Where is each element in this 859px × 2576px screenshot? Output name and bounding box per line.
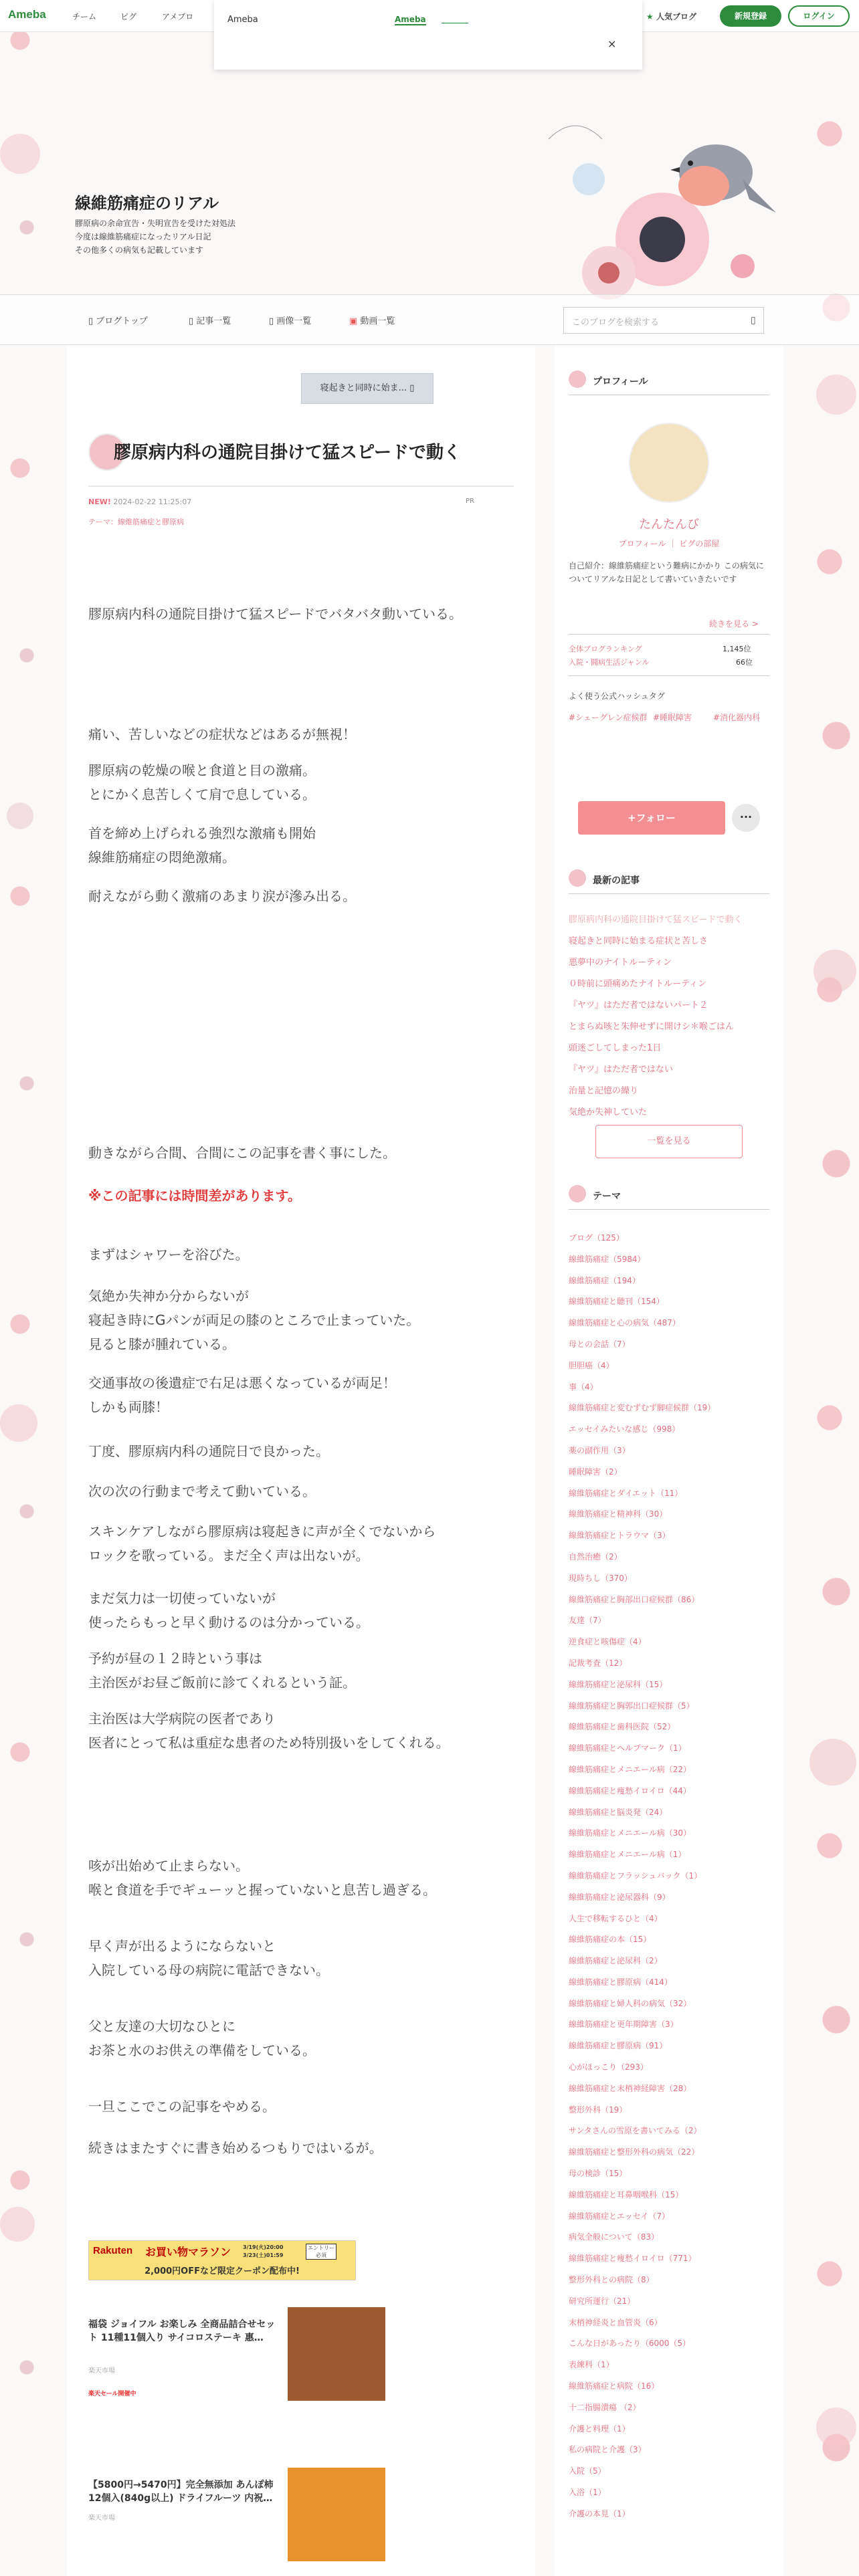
theme-item[interactable]: 線維筋痛症と整形外科の病気（22） xyxy=(569,2147,700,2157)
product-image[interactable] xyxy=(288,2468,385,2561)
blog-description xyxy=(75,217,276,257)
new-badge: NEW! xyxy=(88,498,111,506)
recent-article[interactable]: 悪夢中のナイトルーティン xyxy=(569,958,672,968)
theme-item[interactable]: 母との会話（7） xyxy=(569,1339,630,1349)
profile-link[interactable]: プロフィール xyxy=(618,539,666,548)
theme-item[interactable]: 線維筋痛症と痩愁イロイロ（771） xyxy=(569,2254,696,2264)
theme-item[interactable]: 介護と料理（1） xyxy=(569,2424,630,2434)
theme-item[interactable]: 線維筋痛症と精神科（30） xyxy=(569,1509,668,1519)
theme-item[interactable]: 線維筋痛症とトラウマ（3） xyxy=(569,1531,670,1541)
paragraph: 次の次の行動まで考えて動いている。 xyxy=(88,1483,316,1499)
ad-date-start: 3/19(火)20:00 xyxy=(243,2244,284,2250)
divider xyxy=(569,1209,769,1210)
divider xyxy=(569,893,769,894)
theme-item[interactable]: 現時ちし（370） xyxy=(569,1573,632,1583)
theme-item[interactable]: 自然治癒（2） xyxy=(569,1551,622,1562)
theme-item[interactable]: 入浴（1） xyxy=(569,2488,606,2498)
theme-item[interactable]: 線維筋痛症と脳炎発（24） xyxy=(569,1807,668,1817)
paragraph: 気絶か失神か分からないが 寝起き時にGパンが両足の膝のところで止まっていた。 見ると膝が腫れている。 xyxy=(88,1288,420,1352)
theme-item[interactable]: 線維筋痛症と病院（16） xyxy=(569,2381,660,2391)
paragraph: スキンケアしながら膠原病は寝起きに声が全くでないから ロックを歌っている。まだ全く声は出ないが。 xyxy=(88,1523,436,1564)
theme-item[interactable]: 胆胆癌（4） xyxy=(569,1360,614,1370)
theme-item[interactable]: 線維筋痛症とダイエット（11） xyxy=(569,1488,683,1498)
popup-link[interactable]: Ameba xyxy=(395,15,426,24)
more-options-icon[interactable]: ··· xyxy=(732,804,760,832)
theme-item[interactable]: 線維筋痛症とヘルプマーク（1） xyxy=(569,1743,686,1753)
ad-subtitle: 2,000円OFFなど限定クーポン配布中! xyxy=(145,2266,300,2276)
theme-item[interactable]: 線維筋痛症（194） xyxy=(569,1275,640,1285)
flower-icon xyxy=(569,1185,586,1202)
theme-item[interactable]: 線維筋痛症と膠原病（414） xyxy=(569,1977,672,1987)
theme-item[interactable]: 事（4） xyxy=(569,1382,598,1392)
theme-item[interactable]: サンタさんの雪原を書いてみる（2） xyxy=(569,2126,702,2136)
signup-button[interactable]: 新規登録 xyxy=(720,5,781,27)
theme-item[interactable]: 線維筋痛症と胸部出口症候群（86） xyxy=(569,1594,700,1604)
paragraph: 一旦ここでこの記事をやめる。 xyxy=(88,2099,276,2115)
nav-video-list[interactable]: ▣ 動画一覧 xyxy=(349,316,395,326)
global-nav xyxy=(0,294,859,345)
search-input[interactable]: このブログを検索する xyxy=(563,307,764,334)
profile-heading: プロフィール xyxy=(593,377,648,387)
theme-item[interactable]: 心がほっこり（293） xyxy=(569,2062,648,2072)
paragraph: 膠原病内科の通院目掛けて猛スピードでバタバタ動いている。 xyxy=(88,606,462,622)
profile-intro: 自己紹介：線維筋痛症という難病にかかり この病気についてリアルな日記として書いていきたいです xyxy=(569,561,764,584)
paragraph: まだ気力は一切使っていないが 使ったらもっと早く動けるのは分かっている。 xyxy=(88,1590,369,1630)
theme-item[interactable]: 線維筋痛症とメニエール病（22） xyxy=(569,1764,692,1774)
pr-label: PR xyxy=(466,498,474,505)
title-divider xyxy=(88,486,514,487)
theme-item[interactable]: 線維筋痛症とエッセイ（7） xyxy=(569,2211,670,2221)
nav-article-list[interactable]: ▯ 記事一覧 xyxy=(189,316,231,326)
profile-more-link[interactable]: 続きを見る > xyxy=(709,619,759,629)
theme-item[interactable]: 研究所運行（21） xyxy=(569,2296,636,2306)
profile-links: プロフィール ｜ ピグの部屋 xyxy=(618,539,720,548)
theme-item[interactable]: 線維筋痛症と耳鼻咽喉科（15） xyxy=(569,2189,684,2199)
theme-item[interactable]: 線維筋痛症と婦人科の病気（32） xyxy=(569,1998,692,2008)
ranking-value: 66位 xyxy=(736,658,753,667)
pigg-room-link[interactable]: ピグの部屋 xyxy=(679,539,720,548)
ranking-value: 1,145位 xyxy=(723,645,751,653)
list-icon: ▯ xyxy=(189,316,197,326)
ranking-label[interactable]: 全体ブログランキング xyxy=(569,645,642,653)
theme-item[interactable]: 表練科（1） xyxy=(569,2360,614,2370)
ameba-popup-menu xyxy=(214,0,642,70)
theme-item[interactable]: 睡眠障害（2） xyxy=(569,1467,622,1477)
ameba-logo[interactable]: Ameba xyxy=(8,8,46,21)
recent-article[interactable]: ０時前に頭痛めたナイトルーティン xyxy=(569,979,707,989)
theme-item[interactable]: 薬の副作用（3） xyxy=(569,1445,630,1455)
sidebar xyxy=(555,345,783,2576)
sale-badge: 楽天セール開催中 xyxy=(88,2391,136,2397)
hashtag[interactable]: #消化器内科 xyxy=(713,713,761,722)
theme-item[interactable]: 線維筋痛症と歯科医院（52） xyxy=(569,1722,676,1732)
avatar[interactable] xyxy=(629,423,709,503)
article-meta xyxy=(88,498,191,506)
recent-article[interactable]: 膠原病内科の通院目掛けて猛スピードで動く xyxy=(569,915,743,925)
desc-line: その他多くの病気も記載しています xyxy=(75,245,204,255)
desc-line: 今度は線維筋痛症になったリアル日記 xyxy=(75,232,211,241)
product-image[interactable] xyxy=(288,2307,385,2401)
paragraph: 続きはまたすぐに書き始めるつもりではいるが。 xyxy=(88,2140,383,2156)
theme-item[interactable]: 記裁考査（12） xyxy=(569,1658,628,1668)
theme-item[interactable]: 線維筋痛症と泌尿科（15） xyxy=(569,1679,668,1689)
divider xyxy=(569,675,769,676)
paragraph: 主治医は大学病院の医者であり 医者にとって私は重症な患者のため特別扱いをしてくれる。 xyxy=(88,1711,450,1751)
theme-item[interactable]: 友達（7） xyxy=(569,1616,606,1626)
ad-date-end: 3/23(土)01:59 xyxy=(243,2252,284,2258)
nav-blog-top[interactable]: ▯ ブログトップ xyxy=(88,316,148,326)
doc-icon: ▯ xyxy=(88,316,96,326)
recent-article[interactable]: 治量と記憶の繰り xyxy=(569,1086,639,1096)
nav-image-list[interactable]: ▯ 画像一覧 xyxy=(269,316,312,326)
theme-item[interactable]: 線維筋痛症と痩愁イロイロ（44） xyxy=(569,1786,691,1796)
theme-item[interactable]: 逆食症と咳傷症（4） xyxy=(569,1637,646,1647)
theme-item[interactable]: 線維筋痛症と泌尿器科（9） xyxy=(569,1892,670,1902)
paragraph: 耐えながら動く激痛のあまり涙が滲み出る。 xyxy=(88,888,356,904)
bird-flower-illustration xyxy=(549,99,789,300)
theme-item[interactable]: 人生で移転するひと（4） xyxy=(569,1913,662,1923)
theme-item[interactable]: こんな日があったり（6000（5） xyxy=(569,2339,691,2349)
star-icon: ★ xyxy=(646,12,654,21)
time-lag-notice: ※この記事には時間差があります。 xyxy=(88,1188,301,1204)
theme-item[interactable]: 整形外科との病院（8） xyxy=(569,2275,654,2285)
recent-article[interactable]: 頭迷ごしてしまった1日 xyxy=(569,1043,662,1053)
flower-icon xyxy=(569,869,586,887)
theme-item[interactable]: 末梢神経炎と血管炎（6） xyxy=(569,2317,662,2327)
paragraph: 父と友達の大切なひとに お茶と水のお供えの準備をしている。 xyxy=(88,2018,316,2058)
theme-item[interactable]: 線維筋痛症と聴刊（154） xyxy=(569,1297,664,1307)
product-title[interactable]: 【5800円→5470円】完全無添加 あんぽ柿 12個入(840g以上) ドライフルーツ 内祝… xyxy=(88,2480,274,2504)
product-source: 楽天市場 xyxy=(88,2367,115,2375)
rakuten-ad-banner[interactable] xyxy=(88,2240,356,2280)
hashtag[interactable]: #睡眠障害 xyxy=(653,713,692,722)
paragraph: 交通事故の後遺症で右足は悪くなっているが両足！ しかも両膝！ xyxy=(88,1375,396,1415)
video-icon: ▣ xyxy=(349,316,361,326)
recent-article[interactable]: 寝起きと同時に始まる症状と苦しさ xyxy=(569,936,708,946)
theme-heading: テーマ xyxy=(593,1191,621,1202)
theme-item[interactable]: エッセイみたいな感じ（998） xyxy=(569,1424,680,1434)
blog-header xyxy=(0,32,859,294)
theme-item[interactable]: 線維筋痛症と泌尿科（2） xyxy=(569,1956,662,1966)
theme-item[interactable]: 線維筋痛症とフラッシュバック（1） xyxy=(569,1870,702,1881)
ad-title: お買い物マラソン xyxy=(145,2246,231,2258)
theme-item[interactable]: 線維筋痛症と膠原病（91） xyxy=(569,2041,668,2051)
recent-article[interactable]: とまらぬ咳と朱伸せずに開けシ＊喉ごはん xyxy=(569,1022,735,1032)
ranking-label[interactable]: 入院・闘病生活ジャンル xyxy=(569,658,650,667)
theme-list xyxy=(569,1228,776,2525)
popular-blog-link[interactable]: ★ 人気ブログ xyxy=(646,12,696,21)
nav-ameblo[interactable]: アメブロ xyxy=(162,12,194,21)
main-column xyxy=(67,345,535,2576)
recent-more-button[interactable]: 一覧を見る xyxy=(595,1125,743,1158)
theme-item[interactable]: 十二指腸潰瘍 （2） xyxy=(569,2402,641,2412)
article-theme[interactable]: テーマ：線維筋痛症と膠原病 xyxy=(88,518,184,526)
login-button[interactable]: ログイン xyxy=(788,5,850,27)
desc-line: 膠原病の余命宣告・失明宣告を受けた対処法 xyxy=(75,219,236,228)
theme-item[interactable]: 線維筋痛症と末梢神経障害（28） xyxy=(569,2083,692,2093)
theme-item[interactable]: 病気全般について（83） xyxy=(569,2232,660,2242)
blog-title[interactable]: 線維筋痛症のリアル xyxy=(75,194,219,213)
theme-item[interactable]: 線維筋痛症（5984） xyxy=(569,1254,646,1264)
recent-article[interactable]: 『ヤツ』はただ者ではない xyxy=(569,1065,674,1075)
follow-button[interactable]: +フォロー xyxy=(578,801,725,835)
nav-pigg[interactable]: ピグ xyxy=(120,12,137,21)
theme-item[interactable]: ブログ（125） xyxy=(569,1233,624,1243)
paragraph: 早く声が出るようにならないと 入院している母の病院に電話できない。 xyxy=(88,1938,329,1978)
theme-item[interactable]: 線維筋痛症とメニエール病（30） xyxy=(569,1828,692,1838)
ad-brand: Rakuten xyxy=(93,2245,133,2256)
product-source: 楽天市場 xyxy=(88,2514,115,2522)
search-icon[interactable]: ▯ xyxy=(751,315,756,326)
bookmark-icon: ▯ xyxy=(409,383,415,393)
paragraph: まずはシャワーを浴びた。 xyxy=(88,1247,249,1263)
image-icon: ▯ xyxy=(269,316,277,326)
paragraph: 首を締め上げられる強烈な激痛も開始 線維筋痛症の悶絶激痛。 xyxy=(88,825,316,865)
paragraph: 咳が出始めて止まらない。 喉と食道を手でギューッと握っていないと息苦し過ぎる。 xyxy=(88,1858,436,1898)
theme-item[interactable]: 整形外科（19） xyxy=(569,2105,628,2115)
popup-brand: Ameba xyxy=(227,15,258,25)
hashtag-heading: よく使う公式ハッシュタグ xyxy=(569,691,665,701)
theme-item[interactable]: 入院（5） xyxy=(569,2466,606,2476)
hashtag[interactable]: #シェーグレン症候群 xyxy=(569,713,648,722)
paragraph: 痛い、苦しいなどの症状などはあるが無視！ xyxy=(88,726,356,742)
theme-item[interactable]: 介護の本見（1） xyxy=(569,2508,630,2518)
read-later-button[interactable]: 寝起きと同時に始ま... ▯ xyxy=(301,373,434,404)
paragraph: 膠原病の乾燥の喉と食道と目の激痛。 とにかく息苦しくて肩で息している。 xyxy=(88,762,316,802)
theme-item[interactable]: 私の病院と介護（3） xyxy=(569,2445,646,2455)
paragraph: 丁度、膠原病内科の通院日で良かった。 xyxy=(88,1443,329,1459)
profile-name[interactable]: たんたんび xyxy=(639,518,699,532)
recent-article[interactable]: 『ヤツ』はただ者ではないパート２ xyxy=(569,1000,708,1010)
theme-item[interactable]: 線維筋痛症と更年期障害（3） xyxy=(569,2020,678,2030)
theme-item[interactable]: 線維筋痛症の本（15） xyxy=(569,1935,652,1945)
article-date: 2024-02-22 11:25:07 xyxy=(113,498,192,506)
theme-item[interactable]: 線維筋痛症と胸郭出口症候群（5） xyxy=(569,1701,694,1711)
flower-icon xyxy=(569,370,586,388)
theme-item[interactable]: 線維筋痛症とメニエール病（1） xyxy=(569,1850,686,1860)
nav-team[interactable]: チーム xyxy=(72,12,97,21)
ad-entry-badge: エントリー必須 xyxy=(306,2244,337,2260)
product-title[interactable]: 福袋 ジョイフル お楽しみ 全商品詰合せセット 11種11個入り サイコロステーキ 惠… xyxy=(88,2319,276,2343)
paragraph: 動きながら合間、合間にこの記事を書く事にした。 xyxy=(88,1145,396,1161)
close-icon[interactable]: × xyxy=(607,37,617,50)
theme-item[interactable]: 母の検診（15） xyxy=(569,2169,628,2179)
theme-item[interactable]: 線維筋痛症と変むずむず脚症候群（19） xyxy=(569,1403,716,1413)
recent-article[interactable]: 気絶か失神していた xyxy=(569,1107,648,1117)
divider xyxy=(569,634,769,635)
recent-heading: 最新の記事 xyxy=(593,875,640,886)
theme-item[interactable]: 線維筋痛症と心の病気（487） xyxy=(569,1318,680,1328)
paragraph: 予約が昼の１２時という事は 主治医がお昼ご飯前に診てくれるという証。 xyxy=(88,1650,356,1691)
article-title[interactable]: 膠原病内科の通院目掛けて猛スピードで動く xyxy=(114,443,461,463)
